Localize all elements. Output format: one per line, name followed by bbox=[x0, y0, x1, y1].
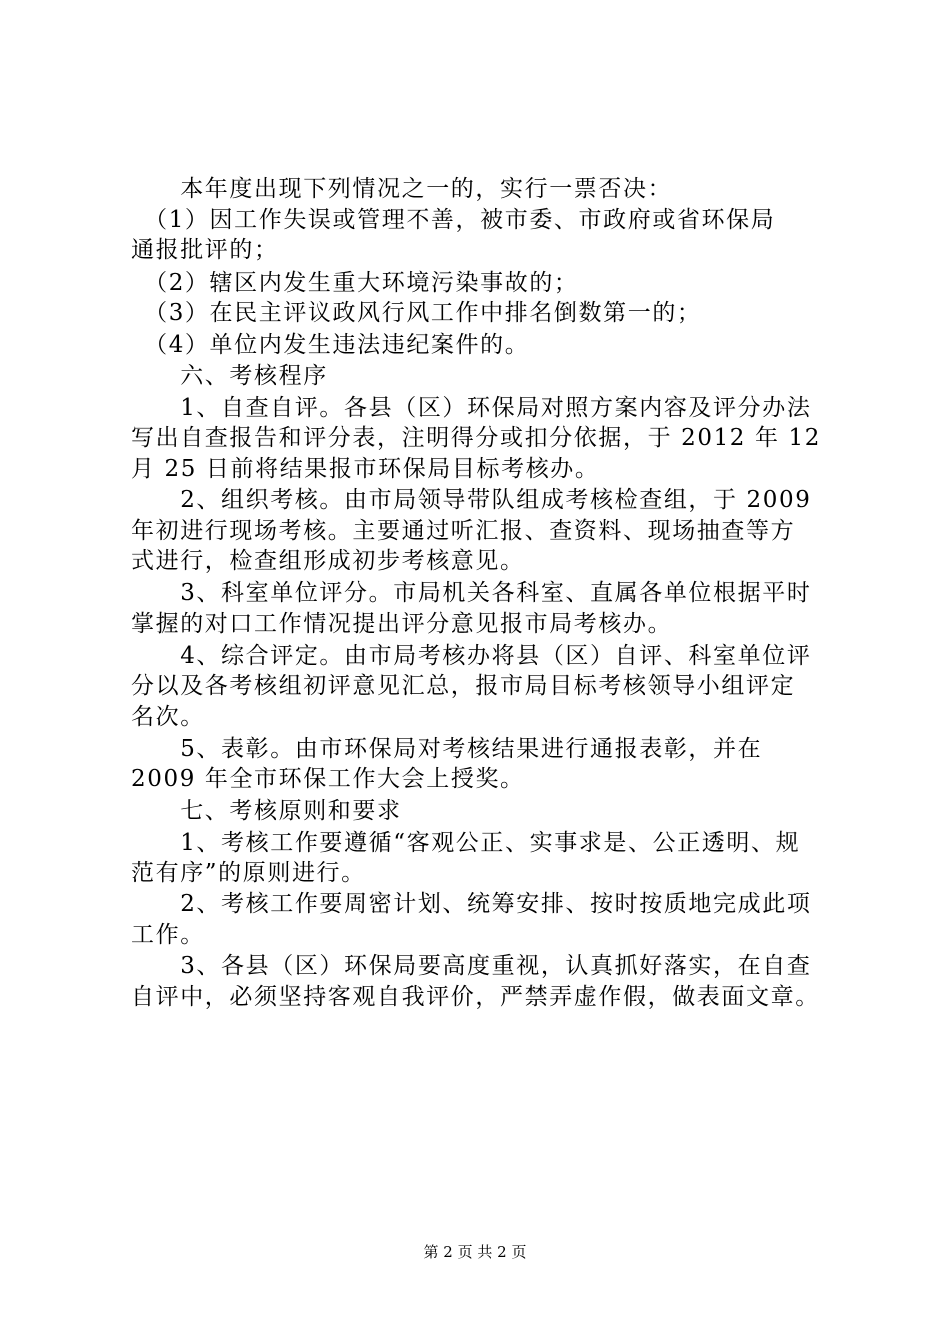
paragraph-line: 1、自查自评。各县（区）环保局对照方案内容及评分办法 bbox=[131, 395, 812, 421]
paragraph-line: 掌握的对口工作情况提出评分意见报市局考核办。 bbox=[131, 611, 673, 637]
paragraph-line: 本年度出现下列情况之一的，实行一票否决： bbox=[131, 176, 673, 202]
page-number-footer: 第 2 页 共 2 页 bbox=[423, 1243, 527, 1261]
paragraph-line: （3）在民主评议政风行风工作中排名倒数第一的； bbox=[131, 300, 702, 326]
paragraph-line: 工作。 bbox=[131, 922, 205, 948]
paragraph-line: 1、考核工作要遵循“客观公正、实事求是、公正透明、规 bbox=[131, 830, 801, 856]
section-heading: 六、考核程序 bbox=[131, 363, 328, 389]
paragraph-line: 年初进行现场考核。主要通过听汇报、查资料、现场抽查等方 bbox=[131, 518, 796, 544]
paragraph-line: 名次。 bbox=[131, 704, 205, 730]
paragraph-line: （4）单位内发生违法违纪案件的。 bbox=[131, 332, 530, 358]
paragraph-line: 式进行，检查组形成初步考核意见。 bbox=[131, 548, 525, 574]
paragraph-line: 5、表彰。由市环保局对考核结果进行通报表彰，并在 bbox=[131, 736, 763, 762]
paragraph-line: 范有序”的原则进行。 bbox=[131, 860, 366, 886]
paragraph-line: 通报批评的； bbox=[131, 237, 279, 263]
section-heading: 七、考核原则和要求 bbox=[131, 798, 402, 824]
paragraph-line: 分以及各考核组初评意见汇总，报市局目标考核领导小组评定 bbox=[131, 673, 796, 699]
paragraph-line: （2）辖区内发生重大环境污染事故的； bbox=[131, 270, 579, 296]
paragraph-line: 自评中，必须坚持客观自我评价，严禁弄虚作假，做表面文章。 bbox=[131, 984, 820, 1010]
paragraph-line: 月 25 日前将结果报市环保局目标考核办。 bbox=[131, 456, 600, 482]
paragraph-line: （1）因工作失误或管理不善，被市委、市政府或省环保局 bbox=[131, 207, 776, 233]
paragraph-line: 写出自查报告和评分表，注明得分或扣分依据，于 2012 年 12 bbox=[131, 425, 821, 451]
paragraph-line: 2、组织考核。由市局领导带队组成考核检查组，于 2009 bbox=[131, 487, 812, 513]
paragraph-line: 4、综合评定。由市局考核办将县（区）自评、科室单位评 bbox=[131, 643, 812, 669]
paragraph-line: 2009 年全市环保工作大会上授奖。 bbox=[131, 766, 525, 792]
paragraph-line: 3、各县（区）环保局要高度重视，认真抓好落实，在自查 bbox=[131, 953, 812, 979]
paragraph-line: 3、科室单位评分。市局机关各科室、直属各单位根据平时 bbox=[131, 580, 812, 606]
paragraph-line: 2、考核工作要周密计划、统筹安排、按时按质地完成此项 bbox=[131, 891, 812, 917]
